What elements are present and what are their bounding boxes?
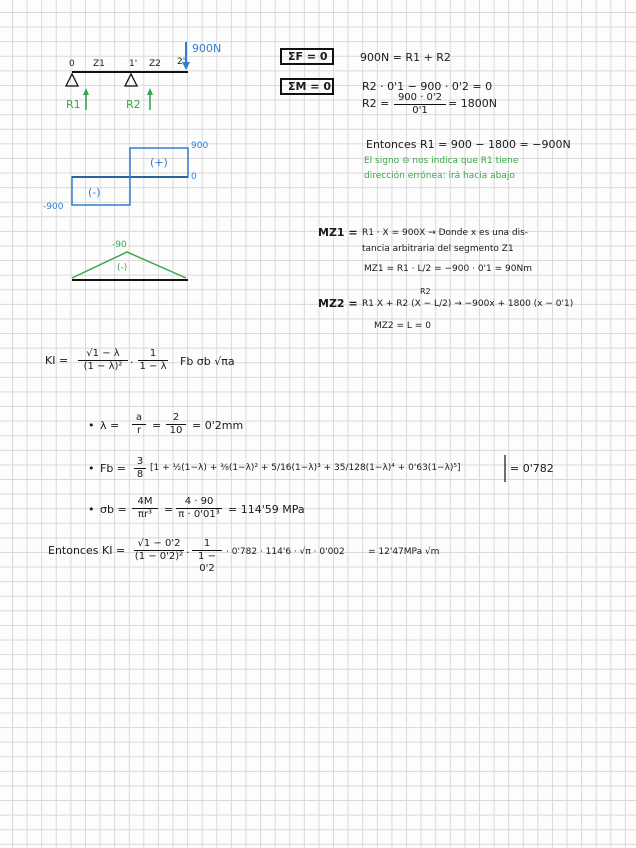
mz2-note: R2 bbox=[420, 287, 431, 296]
lambda-f1d: r bbox=[136, 425, 142, 436]
eq2: R2 · 0'1 − 900 · 0'2 = 0 bbox=[362, 80, 493, 93]
shear-bottom-value: -900 bbox=[43, 202, 64, 212]
r2-den: 0'1 bbox=[412, 105, 428, 116]
r2-lhs: R2 = bbox=[362, 97, 390, 110]
lambda-text: λ = bbox=[100, 419, 120, 432]
final-frac1 bbox=[134, 538, 184, 563]
lambda-bullet: • bbox=[88, 419, 95, 432]
lambda-f1n: a bbox=[132, 412, 146, 425]
sigma-f1d: πr³ bbox=[137, 509, 153, 520]
final-num: √1 − 0'2 bbox=[134, 538, 184, 551]
entonces-r1: Entonces R1 = 900 − 1800 = −900N bbox=[366, 138, 571, 151]
shear-neg-block bbox=[72, 177, 130, 205]
ki-lhs: KI = bbox=[45, 354, 69, 367]
eq1: 900N = R1 + R2 bbox=[360, 51, 451, 64]
lambda-eq: = bbox=[152, 419, 162, 432]
beam-pos-0: 0 bbox=[69, 59, 75, 69]
sign-note-2: dirección errónea: irá hacia abajo bbox=[364, 171, 515, 181]
r1-label: R1 bbox=[66, 98, 81, 111]
mz2-eq: R1 X + R2 (X − L/2) → −900x + 1800 (x − 0'1) bbox=[362, 299, 574, 309]
lambda-f2d: 10 bbox=[169, 425, 183, 436]
zone1-label: Z1 bbox=[93, 59, 105, 69]
sigma-frac1 bbox=[132, 496, 158, 521]
ki-frac1 bbox=[78, 348, 128, 373]
moment-minus: (-) bbox=[117, 263, 128, 273]
mz1-line2: tancia arbitraria del segmento Z1 bbox=[362, 244, 514, 254]
r2-label: R2 bbox=[126, 98, 141, 111]
fb-body: [1 + ½(1−λ) + ⅜(1−λ)² + 5/16(1−λ)³ + 35/128(1−λ)⁴ + 0'63(1−λ)⁵] bbox=[150, 463, 461, 473]
lambda-frac2 bbox=[166, 412, 186, 437]
sigma-f2n: 4 · 90 bbox=[176, 496, 222, 509]
sigma-bullet: • bbox=[88, 503, 95, 516]
fb-f1n: 3 bbox=[134, 456, 146, 469]
sigma-text: σb = bbox=[100, 503, 127, 516]
ki-one: 1 bbox=[138, 348, 168, 361]
fb-bullet: • bbox=[88, 462, 95, 475]
mz2-calc: MZ2 = L = 0 bbox=[374, 321, 431, 331]
support-left bbox=[66, 74, 78, 86]
shear-top-value: 900 bbox=[191, 141, 209, 151]
sigma-f2d: π · 0'01³ bbox=[178, 509, 220, 520]
sum-f: ΣF = 0 bbox=[288, 50, 328, 63]
final-frac2 bbox=[192, 538, 222, 575]
fb-result: = 0'782 bbox=[510, 462, 554, 475]
fb-text: Fb = bbox=[100, 462, 127, 475]
sigma-frac2 bbox=[176, 496, 222, 521]
dot2: · bbox=[186, 546, 190, 559]
ki-den2: 1 − λ bbox=[139, 361, 167, 372]
shear-minus: (-) bbox=[88, 186, 101, 199]
beam-pos-1: 1' bbox=[129, 59, 138, 69]
final-den: (1 − 0'2)² bbox=[134, 551, 184, 562]
lambda-result: = 0'2mm bbox=[192, 419, 244, 432]
final-rest: · 0'782 · 114'6 · √π · 0'002 bbox=[226, 547, 345, 557]
ki-den1: (1 − λ)² bbox=[83, 361, 123, 372]
lambda-frac1 bbox=[132, 412, 146, 437]
support-right bbox=[125, 74, 137, 86]
mz2-label: MZ2 = bbox=[318, 297, 358, 310]
moment-curve bbox=[72, 252, 186, 278]
fb-frac bbox=[134, 456, 146, 481]
mz1-eq: R1 · X = 900X → Donde x es una dis- bbox=[362, 228, 529, 238]
beam-pos-2: 2' bbox=[177, 57, 186, 67]
sigma-eq: = bbox=[164, 503, 174, 516]
final-label: Entonces KI = bbox=[48, 544, 126, 557]
lambda-f2n: 2 bbox=[166, 412, 186, 425]
sign-note-1: El signo ⊖ nos indica que R1 tiene bbox=[364, 156, 519, 166]
r2-num: 900 · 0'2 bbox=[394, 92, 446, 105]
final-one: 1 bbox=[192, 538, 222, 551]
sigma-result: = 114'59 MPa bbox=[228, 503, 305, 516]
r2-result: = 1800N bbox=[448, 97, 497, 110]
r2-fraction bbox=[394, 92, 446, 117]
ki-tail: Fb σb √πa bbox=[180, 355, 235, 368]
load-label: 900N bbox=[192, 42, 222, 55]
fb-f1d: 8 bbox=[136, 469, 144, 480]
ki-frac2 bbox=[138, 348, 168, 373]
zone2-label: Z2 bbox=[149, 59, 161, 69]
dot: · bbox=[130, 356, 134, 369]
mz1-calc: MZ1 = R1 · L/2 = −900 · 0'1 = 90Nm bbox=[364, 264, 532, 274]
moment-peak: -90 bbox=[112, 240, 127, 250]
ki-sqrt-num: √1 − λ bbox=[78, 348, 128, 361]
mz1-label: MZ1 = bbox=[318, 226, 358, 239]
final-den2: 1 − 0'2 bbox=[198, 551, 216, 574]
final-result: = 12'47MPa √m bbox=[368, 547, 440, 557]
shear-zero: 0 bbox=[191, 172, 197, 182]
shear-plus: (+) bbox=[150, 156, 168, 169]
sigma-f1n: 4M bbox=[132, 496, 158, 509]
sum-m: ΣM = 0 bbox=[288, 80, 331, 93]
